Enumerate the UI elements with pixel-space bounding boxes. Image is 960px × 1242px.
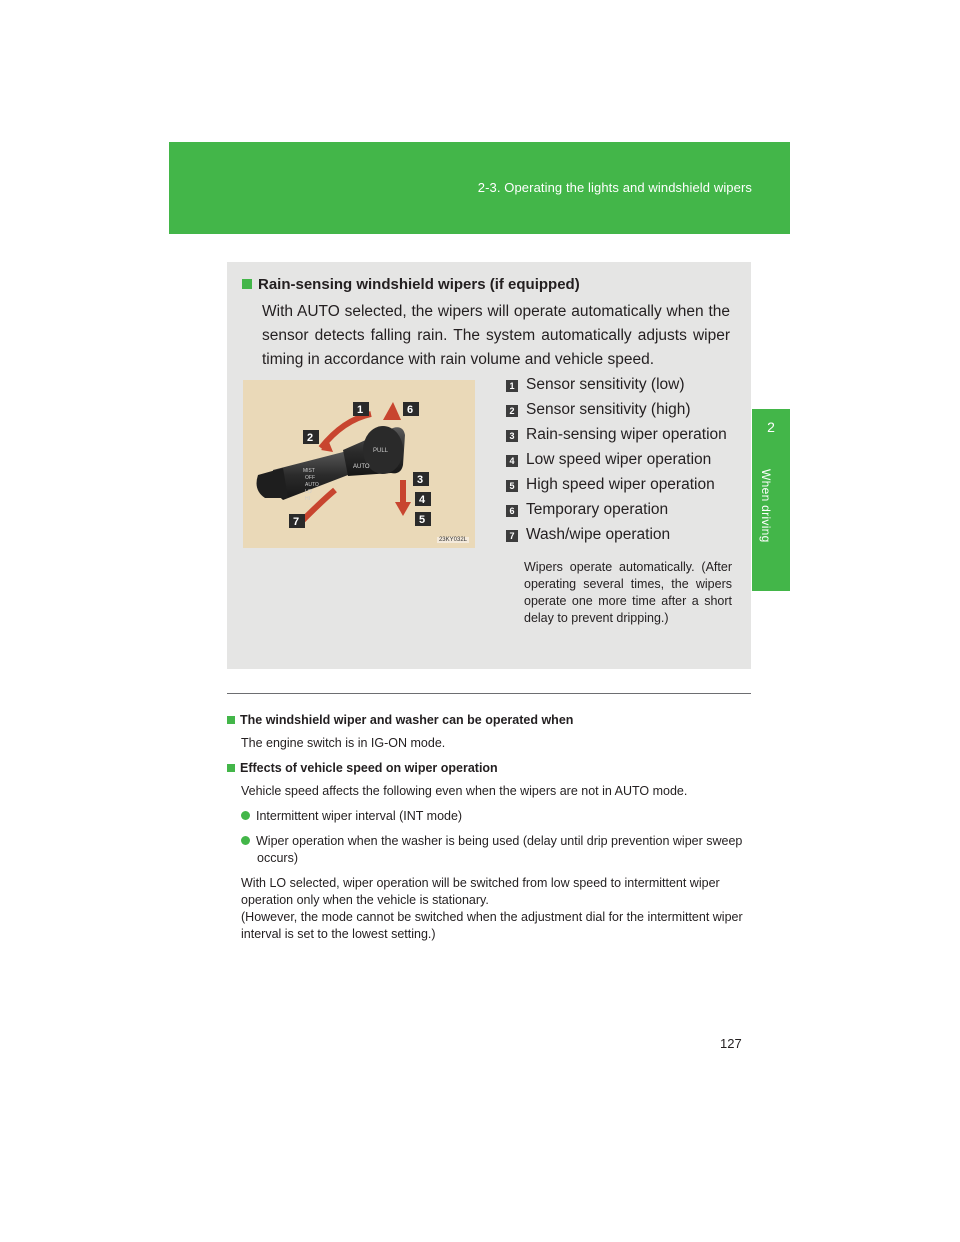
svg-text:PULL: PULL: [373, 448, 389, 454]
circle-bullet-icon: [241, 836, 250, 845]
note-body: Vehicle speed affects the following even when the wipers are not in AUTO mode.: [241, 784, 688, 798]
legend-item: [506, 375, 736, 400]
legend-label: Rain-sensing wiper operation: [526, 426, 727, 443]
svg-text:AUTO: AUTO: [353, 464, 370, 470]
svg-text:5: 5: [419, 514, 426, 526]
callout-number-7: 7: [506, 530, 518, 542]
svg-text:7: 7: [293, 516, 300, 528]
callout-number-6: 6: [506, 505, 518, 517]
panel-intro: With AUTO selected, the wipers will operate automatically when the sensor detects falling rain. The system automatically adjusts wiper timing in accordance with rain volume and vehicle speed.: [262, 303, 730, 368]
chapter-number: 2: [767, 419, 775, 435]
legend-label: Low speed wiper operation: [526, 451, 712, 468]
callout-legend: [506, 375, 736, 550]
note-body: The engine switch is in IG-ON mode.: [241, 736, 446, 750]
wiper-lever-icon: [243, 380, 475, 548]
legend-item: [506, 400, 736, 425]
wiper-lever-illustration: [243, 380, 475, 548]
rain-sensing-panel: [227, 262, 751, 669]
notes-section: [227, 712, 751, 951]
legend-label: Temporary operation: [526, 501, 669, 518]
image-code: 23KY032L: [438, 537, 467, 543]
legend-label: Sensor sensitivity (high): [526, 401, 691, 418]
svg-text:AUTO: AUTO: [305, 482, 319, 488]
section-title: 2-3. Operating the lights and windshield wipers: [477, 180, 752, 195]
square-bullet-icon: [227, 716, 235, 724]
legend-label: Sensor sensitivity (low): [526, 376, 685, 393]
svg-text:2: 2: [307, 432, 314, 444]
svg-text:1: 1: [357, 404, 364, 416]
square-bullet-icon: [242, 279, 252, 289]
header-band: [169, 142, 790, 234]
svg-text:6: 6: [407, 404, 414, 416]
square-bullet-icon: [227, 764, 235, 772]
panel-heading: Rain-sensing windshield wipers (if equipped): [242, 276, 580, 293]
circle-bullet-icon: [241, 811, 250, 820]
svg-text:3: 3: [417, 474, 424, 486]
bullet-item: Intermittent wiper interval (INT mode): [241, 808, 751, 825]
callout-number-2: 2: [506, 405, 518, 417]
note-heading: The windshield wiper and washer can be operated when: [227, 712, 751, 729]
legend-label: High speed wiper operation: [526, 476, 715, 493]
page-number: 127: [720, 1036, 742, 1051]
svg-text:LO: LO: [305, 489, 312, 495]
note-heading: Effects of vehicle speed on wiper operation: [227, 760, 751, 777]
legend-label: Wash/wipe operation: [526, 526, 671, 543]
legend-item: [506, 450, 736, 475]
svg-text:HI: HI: [305, 496, 310, 502]
bullet-item: Wiper operation when the washer is being used (delay until drip prevention wiper sweep occurs): [241, 833, 751, 867]
callout-number-3: 3: [506, 430, 518, 442]
svg-text:MIST: MIST: [303, 468, 315, 474]
legend-item: [506, 525, 736, 550]
callout-number-5: 5: [506, 480, 518, 492]
chapter-side-tab: [752, 409, 790, 591]
callout-number-1: 1: [506, 380, 518, 392]
callout-number-4: 4: [506, 455, 518, 467]
svg-text:4: 4: [419, 494, 426, 506]
note-body: With LO selected, wiper operation will be switched from low speed to intermittent wiper operation only when the vehicle is stationary.: [241, 876, 720, 907]
wash-wipe-note: Wipers operate automatically. (After operating several times, the wipers operate one more time after a short delay to prevent dripping.): [524, 560, 732, 625]
legend-item: [506, 500, 736, 525]
divider: [227, 693, 751, 694]
svg-text:OFF: OFF: [305, 475, 315, 481]
legend-item: [506, 425, 736, 450]
legend-item: [506, 475, 736, 500]
note-body: (However, the mode cannot be switched when the adjustment dial for the intermittent wiper interval is set to the lowest setting.): [241, 910, 743, 941]
chapter-label: When driving: [759, 469, 773, 543]
